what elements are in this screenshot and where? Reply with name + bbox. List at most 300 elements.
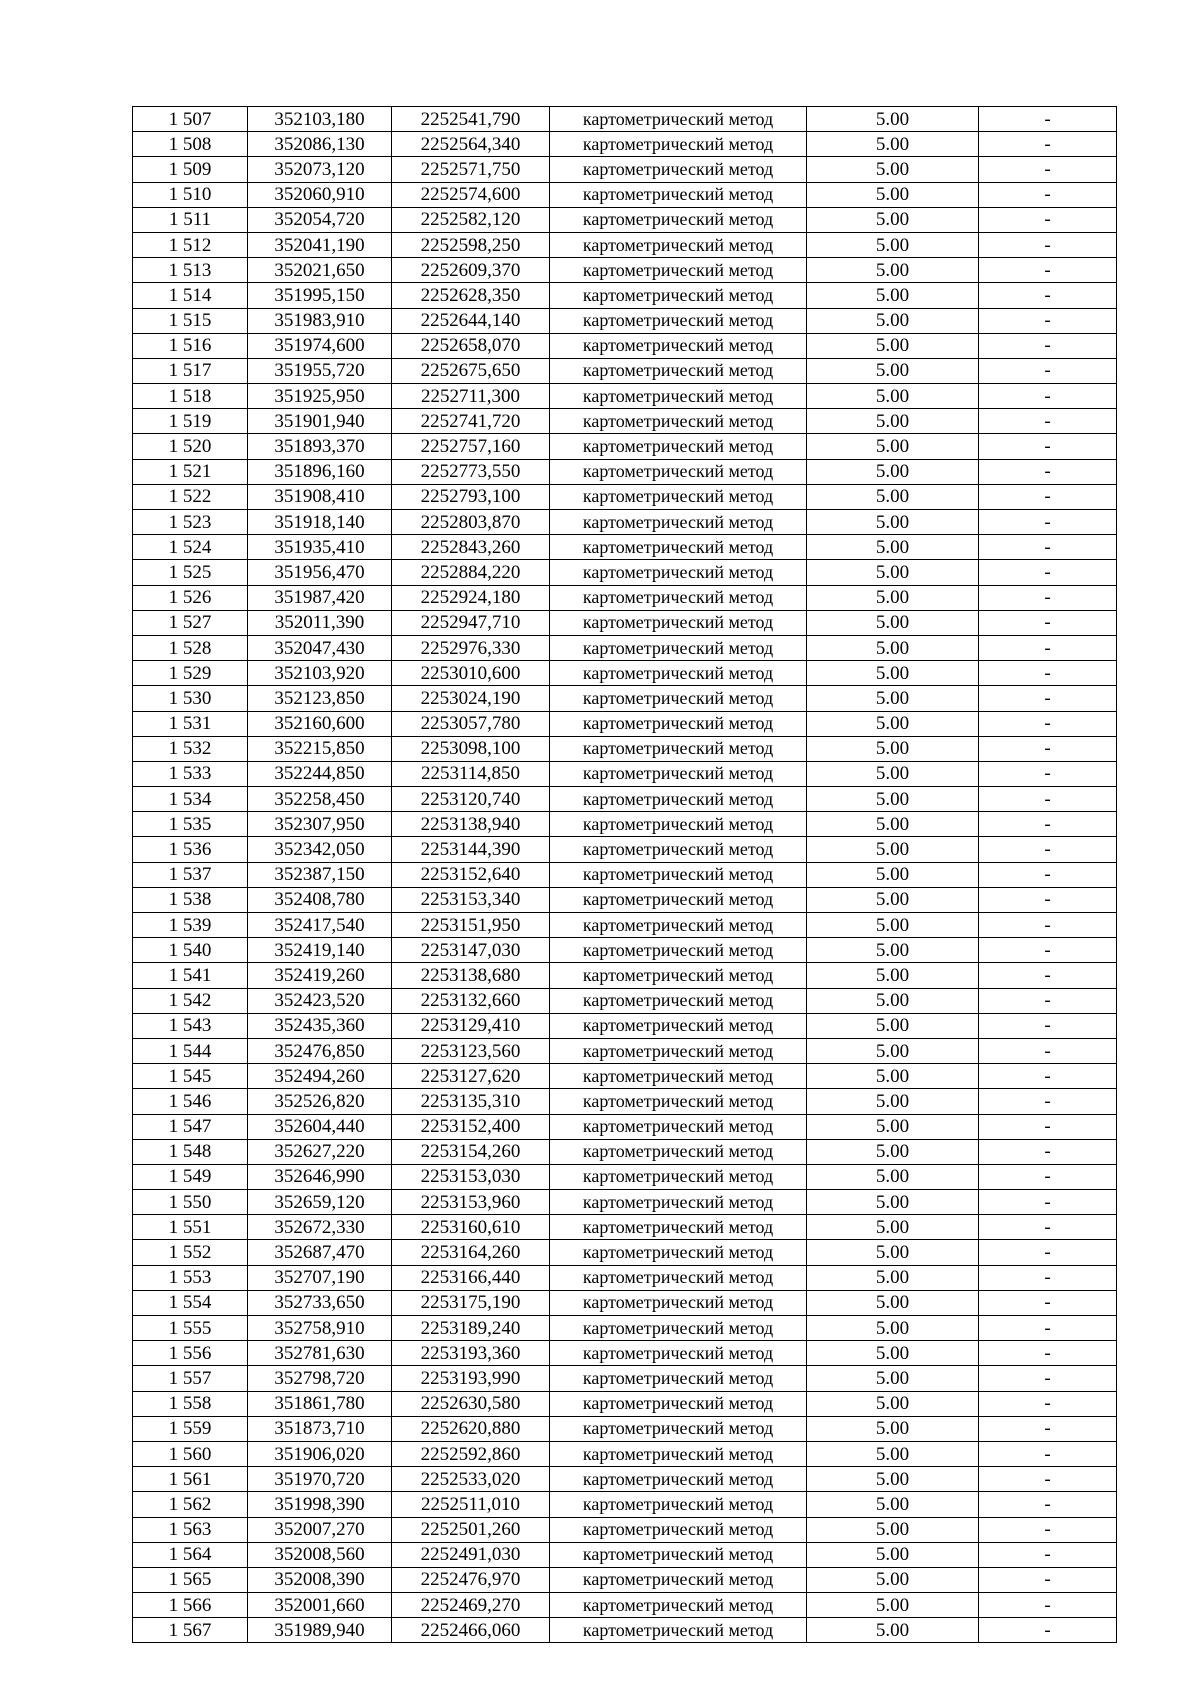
method-cell: картометрический метод	[550, 862, 807, 887]
accuracy-cell: 5.00	[807, 1164, 979, 1189]
point-number-cell: 1 542	[133, 988, 248, 1013]
y-coordinate-cell: 2252466,060	[392, 1618, 550, 1643]
note-cell: -	[979, 1542, 1117, 1567]
y-coordinate-cell: 2253153,960	[392, 1190, 550, 1215]
accuracy-cell: 5.00	[807, 1492, 979, 1517]
x-coordinate-cell: 352435,360	[248, 1013, 392, 1038]
accuracy-cell: 5.00	[807, 1190, 979, 1215]
x-coordinate-cell: 352103,920	[248, 661, 392, 686]
note-cell: -	[979, 1038, 1117, 1063]
accuracy-cell: 5.00	[807, 1391, 979, 1416]
accuracy-cell: 5.00	[807, 1265, 979, 1290]
y-coordinate-cell: 2252582,120	[392, 207, 550, 232]
y-coordinate-cell: 2252491,030	[392, 1542, 550, 1567]
accuracy-cell: 5.00	[807, 409, 979, 434]
y-coordinate-cell: 2252711,300	[392, 384, 550, 409]
accuracy-cell: 5.00	[807, 258, 979, 283]
accuracy-cell: 5.00	[807, 1064, 979, 1089]
method-cell: картометрический метод	[550, 132, 807, 157]
point-number-cell: 1 529	[133, 661, 248, 686]
method-cell: картометрический метод	[550, 157, 807, 182]
y-coordinate-cell: 2253129,410	[392, 1013, 550, 1038]
note-cell: -	[979, 434, 1117, 459]
accuracy-cell: 5.00	[807, 283, 979, 308]
table-row	[133, 988, 1117, 1013]
accuracy-cell: 5.00	[807, 1341, 979, 1366]
y-coordinate-cell: 2253144,390	[392, 837, 550, 862]
method-cell: картометрический метод	[550, 1215, 807, 1240]
method-cell: картометрический метод	[550, 384, 807, 409]
table-row	[133, 1593, 1117, 1618]
table-row	[133, 1139, 1117, 1164]
table-row	[133, 258, 1117, 283]
method-cell: картометрический метод	[550, 1492, 807, 1517]
x-coordinate-cell: 351925,950	[248, 384, 392, 409]
x-coordinate-cell: 351974,600	[248, 333, 392, 358]
method-cell: картометрический метод	[550, 510, 807, 535]
y-coordinate-cell: 2252793,100	[392, 484, 550, 509]
x-coordinate-cell: 352672,330	[248, 1215, 392, 1240]
table-row	[133, 887, 1117, 912]
note-cell: -	[979, 132, 1117, 157]
method-cell: картометрический метод	[550, 661, 807, 686]
table-row	[133, 484, 1117, 509]
method-cell: картометрический метод	[550, 686, 807, 711]
x-coordinate-cell: 352103,180	[248, 107, 392, 132]
point-number-cell: 1 552	[133, 1240, 248, 1265]
method-cell: картометрический метод	[550, 1164, 807, 1189]
method-cell: картометрический метод	[550, 787, 807, 812]
table-row	[133, 182, 1117, 207]
point-number-cell: 1 564	[133, 1542, 248, 1567]
accuracy-cell: 5.00	[807, 711, 979, 736]
y-coordinate-cell: 2253138,680	[392, 963, 550, 988]
accuracy-cell: 5.00	[807, 207, 979, 232]
table-row	[133, 510, 1117, 535]
note-cell: -	[979, 610, 1117, 635]
y-coordinate-cell: 2252609,370	[392, 258, 550, 283]
y-coordinate-cell: 2252598,250	[392, 232, 550, 257]
point-number-cell: 1 537	[133, 862, 248, 887]
point-number-cell: 1 557	[133, 1366, 248, 1391]
note-cell: -	[979, 459, 1117, 484]
table-row	[133, 107, 1117, 132]
accuracy-cell: 5.00	[807, 1013, 979, 1038]
x-coordinate-cell: 351956,470	[248, 560, 392, 585]
y-coordinate-cell: 2252620,880	[392, 1416, 550, 1441]
method-cell: картометрический метод	[550, 1038, 807, 1063]
note-cell: -	[979, 1341, 1117, 1366]
point-number-cell: 1 541	[133, 963, 248, 988]
point-number-cell: 1 507	[133, 107, 248, 132]
table-row	[133, 585, 1117, 610]
table-row	[133, 686, 1117, 711]
table-row	[133, 1517, 1117, 1542]
y-coordinate-cell: 2253098,100	[392, 736, 550, 761]
y-coordinate-cell: 2252924,180	[392, 585, 550, 610]
method-cell: картометрический метод	[550, 1618, 807, 1643]
method-cell: картометрический метод	[550, 1139, 807, 1164]
note-cell: -	[979, 1517, 1117, 1542]
accuracy-cell: 5.00	[807, 384, 979, 409]
method-cell: картометрический метод	[550, 635, 807, 660]
x-coordinate-cell: 352687,470	[248, 1240, 392, 1265]
x-coordinate-cell: 352707,190	[248, 1265, 392, 1290]
table-row	[133, 358, 1117, 383]
y-coordinate-cell: 2252511,010	[392, 1492, 550, 1517]
table-row	[133, 736, 1117, 761]
x-coordinate-cell: 352021,650	[248, 258, 392, 283]
accuracy-cell: 5.00	[807, 1416, 979, 1441]
note-cell: -	[979, 887, 1117, 912]
accuracy-cell: 5.00	[807, 585, 979, 610]
x-coordinate-cell: 352387,150	[248, 862, 392, 887]
y-coordinate-cell: 2252803,870	[392, 510, 550, 535]
note-cell: -	[979, 157, 1117, 182]
x-coordinate-cell: 351873,710	[248, 1416, 392, 1441]
table-row	[133, 1341, 1117, 1366]
accuracy-cell: 5.00	[807, 1618, 979, 1643]
note-cell: -	[979, 409, 1117, 434]
x-coordinate-cell: 351896,160	[248, 459, 392, 484]
table-row	[133, 1391, 1117, 1416]
note-cell: -	[979, 938, 1117, 963]
method-cell: картометрический метод	[550, 1265, 807, 1290]
table-row	[133, 283, 1117, 308]
x-coordinate-cell: 352646,990	[248, 1164, 392, 1189]
point-number-cell: 1 524	[133, 535, 248, 560]
y-coordinate-cell: 2252541,790	[392, 107, 550, 132]
point-number-cell: 1 546	[133, 1089, 248, 1114]
method-cell: картометрический метод	[550, 107, 807, 132]
y-coordinate-cell: 2253147,030	[392, 938, 550, 963]
method-cell: картометрический метод	[550, 1517, 807, 1542]
table-row	[133, 207, 1117, 232]
note-cell: -	[979, 988, 1117, 1013]
x-coordinate-cell: 352054,720	[248, 207, 392, 232]
y-coordinate-cell: 2253152,400	[392, 1114, 550, 1139]
point-number-cell: 1 514	[133, 283, 248, 308]
y-coordinate-cell: 2253123,560	[392, 1038, 550, 1063]
point-number-cell: 1 554	[133, 1290, 248, 1315]
point-number-cell: 1 533	[133, 761, 248, 786]
table-row	[133, 535, 1117, 560]
note-cell: -	[979, 1391, 1117, 1416]
accuracy-cell: 5.00	[807, 1593, 979, 1618]
note-cell: -	[979, 358, 1117, 383]
y-coordinate-cell: 2252976,330	[392, 635, 550, 660]
accuracy-cell: 5.00	[807, 1114, 979, 1139]
point-number-cell: 1 530	[133, 686, 248, 711]
point-number-cell: 1 545	[133, 1064, 248, 1089]
accuracy-cell: 5.00	[807, 1542, 979, 1567]
method-cell: картометрический метод	[550, 1441, 807, 1466]
accuracy-cell: 5.00	[807, 1139, 979, 1164]
y-coordinate-cell: 2252658,070	[392, 333, 550, 358]
point-number-cell: 1 550	[133, 1190, 248, 1215]
method-cell: картометрический метод	[550, 610, 807, 635]
point-number-cell: 1 521	[133, 459, 248, 484]
table-row	[133, 1013, 1117, 1038]
table-row	[133, 333, 1117, 358]
y-coordinate-cell: 2253024,190	[392, 686, 550, 711]
y-coordinate-cell: 2252469,270	[392, 1593, 550, 1618]
note-cell: -	[979, 1593, 1117, 1618]
y-coordinate-cell: 2253160,610	[392, 1215, 550, 1240]
point-number-cell: 1 567	[133, 1618, 248, 1643]
point-number-cell: 1 547	[133, 1114, 248, 1139]
note-cell: -	[979, 107, 1117, 132]
table-row	[133, 409, 1117, 434]
y-coordinate-cell: 2253193,360	[392, 1341, 550, 1366]
accuracy-cell: 5.00	[807, 686, 979, 711]
point-number-cell: 1 563	[133, 1517, 248, 1542]
y-coordinate-cell: 2253166,440	[392, 1265, 550, 1290]
note-cell: -	[979, 1013, 1117, 1038]
point-number-cell: 1 527	[133, 610, 248, 635]
point-number-cell: 1 540	[133, 938, 248, 963]
x-coordinate-cell: 352008,390	[248, 1567, 392, 1592]
point-number-cell: 1 513	[133, 258, 248, 283]
accuracy-cell: 5.00	[807, 535, 979, 560]
note-cell: -	[979, 1139, 1117, 1164]
y-coordinate-cell: 2252564,340	[392, 132, 550, 157]
point-number-cell: 1 515	[133, 308, 248, 333]
note-cell: -	[979, 1316, 1117, 1341]
x-coordinate-cell: 352073,120	[248, 157, 392, 182]
method-cell: картометрический метод	[550, 812, 807, 837]
table-row	[133, 913, 1117, 938]
y-coordinate-cell: 2253057,780	[392, 711, 550, 736]
point-number-cell: 1 543	[133, 1013, 248, 1038]
note-cell: -	[979, 384, 1117, 409]
x-coordinate-cell: 352160,600	[248, 711, 392, 736]
point-number-cell: 1 509	[133, 157, 248, 182]
note-cell: -	[979, 1618, 1117, 1643]
table-row	[133, 1542, 1117, 1567]
y-coordinate-cell: 2252773,550	[392, 459, 550, 484]
x-coordinate-cell: 352123,850	[248, 686, 392, 711]
method-cell: картометрический метод	[550, 560, 807, 585]
accuracy-cell: 5.00	[807, 1038, 979, 1063]
note-cell: -	[979, 510, 1117, 535]
y-coordinate-cell: 2252628,350	[392, 283, 550, 308]
table-row	[133, 232, 1117, 257]
table-row	[133, 1416, 1117, 1441]
coordinates-table-body	[133, 107, 1117, 1643]
y-coordinate-cell: 2252574,600	[392, 182, 550, 207]
table-row	[133, 812, 1117, 837]
y-coordinate-cell: 2253154,260	[392, 1139, 550, 1164]
accuracy-cell: 5.00	[807, 182, 979, 207]
method-cell: картометрический метод	[550, 938, 807, 963]
x-coordinate-cell: 352086,130	[248, 132, 392, 157]
note-cell: -	[979, 913, 1117, 938]
accuracy-cell: 5.00	[807, 1441, 979, 1466]
table-row	[133, 1240, 1117, 1265]
method-cell: картометрический метод	[550, 1593, 807, 1618]
method-cell: картометрический метод	[550, 308, 807, 333]
note-cell: -	[979, 862, 1117, 887]
table-row	[133, 862, 1117, 887]
table-row	[133, 1316, 1117, 1341]
method-cell: картометрический метод	[550, 459, 807, 484]
note-cell: -	[979, 1265, 1117, 1290]
accuracy-cell: 5.00	[807, 132, 979, 157]
x-coordinate-cell: 352758,910	[248, 1316, 392, 1341]
accuracy-cell: 5.00	[807, 459, 979, 484]
note-cell: -	[979, 1190, 1117, 1215]
note-cell: -	[979, 1089, 1117, 1114]
table-row	[133, 1290, 1117, 1315]
accuracy-cell: 5.00	[807, 157, 979, 182]
table-row	[133, 1114, 1117, 1139]
x-coordinate-cell: 352215,850	[248, 736, 392, 761]
x-coordinate-cell: 351955,720	[248, 358, 392, 383]
point-number-cell: 1 519	[133, 409, 248, 434]
note-cell: -	[979, 258, 1117, 283]
method-cell: картометрический метод	[550, 1316, 807, 1341]
method-cell: картометрический метод	[550, 1190, 807, 1215]
accuracy-cell: 5.00	[807, 1240, 979, 1265]
table-row	[133, 787, 1117, 812]
y-coordinate-cell: 2253132,660	[392, 988, 550, 1013]
note-cell: -	[979, 207, 1117, 232]
note-cell: -	[979, 232, 1117, 257]
y-coordinate-cell: 2252644,140	[392, 308, 550, 333]
y-coordinate-cell: 2252630,580	[392, 1391, 550, 1416]
accuracy-cell: 5.00	[807, 887, 979, 912]
point-number-cell: 1 516	[133, 333, 248, 358]
method-cell: картометрический метод	[550, 1542, 807, 1567]
note-cell: -	[979, 711, 1117, 736]
x-coordinate-cell: 352307,950	[248, 812, 392, 837]
table-row	[133, 1265, 1117, 1290]
method-cell: картометрический метод	[550, 1391, 807, 1416]
x-coordinate-cell: 351906,020	[248, 1441, 392, 1466]
x-coordinate-cell: 352798,720	[248, 1366, 392, 1391]
method-cell: картометрический метод	[550, 434, 807, 459]
y-coordinate-cell: 2252571,750	[392, 157, 550, 182]
table-row	[133, 1492, 1117, 1517]
method-cell: картометрический метод	[550, 535, 807, 560]
method-cell: картометрический метод	[550, 1013, 807, 1038]
note-cell: -	[979, 736, 1117, 761]
method-cell: картометрический метод	[550, 1089, 807, 1114]
method-cell: картометрический метод	[550, 409, 807, 434]
accuracy-cell: 5.00	[807, 1290, 979, 1315]
accuracy-cell: 5.00	[807, 913, 979, 938]
accuracy-cell: 5.00	[807, 1215, 979, 1240]
note-cell: -	[979, 1164, 1117, 1189]
point-number-cell: 1 520	[133, 434, 248, 459]
table-row	[133, 963, 1117, 988]
table-row	[133, 1441, 1117, 1466]
point-number-cell: 1 511	[133, 207, 248, 232]
x-coordinate-cell: 352408,780	[248, 887, 392, 912]
x-coordinate-cell: 352419,140	[248, 938, 392, 963]
method-cell: картометрический метод	[550, 258, 807, 283]
point-number-cell: 1 535	[133, 812, 248, 837]
table-row	[133, 1567, 1117, 1592]
point-number-cell: 1 544	[133, 1038, 248, 1063]
accuracy-cell: 5.00	[807, 812, 979, 837]
note-cell: -	[979, 787, 1117, 812]
x-coordinate-cell: 351935,410	[248, 535, 392, 560]
table-row	[133, 1089, 1117, 1114]
x-coordinate-cell: 352659,120	[248, 1190, 392, 1215]
table-row	[133, 434, 1117, 459]
x-coordinate-cell: 352419,260	[248, 963, 392, 988]
x-coordinate-cell: 352041,190	[248, 232, 392, 257]
table-row	[133, 837, 1117, 862]
accuracy-cell: 5.00	[807, 510, 979, 535]
accuracy-cell: 5.00	[807, 736, 979, 761]
x-coordinate-cell: 352604,440	[248, 1114, 392, 1139]
method-cell: картометрический метод	[550, 1290, 807, 1315]
accuracy-cell: 5.00	[807, 1467, 979, 1492]
accuracy-cell: 5.00	[807, 938, 979, 963]
method-cell: картометрический метод	[550, 1567, 807, 1592]
y-coordinate-cell: 2253164,260	[392, 1240, 550, 1265]
x-coordinate-cell: 351989,940	[248, 1618, 392, 1643]
x-coordinate-cell: 352627,220	[248, 1139, 392, 1164]
x-coordinate-cell: 352342,050	[248, 837, 392, 862]
point-number-cell: 1 565	[133, 1567, 248, 1592]
point-number-cell: 1 534	[133, 787, 248, 812]
note-cell: -	[979, 1467, 1117, 1492]
method-cell: картометрический метод	[550, 913, 807, 938]
method-cell: картометрический метод	[550, 585, 807, 610]
note-cell: -	[979, 283, 1117, 308]
point-number-cell: 1 512	[133, 232, 248, 257]
x-coordinate-cell: 351970,720	[248, 1467, 392, 1492]
y-coordinate-cell: 2252757,160	[392, 434, 550, 459]
note-cell: -	[979, 1441, 1117, 1466]
table-row	[133, 1366, 1117, 1391]
y-coordinate-cell: 2253153,030	[392, 1164, 550, 1189]
y-coordinate-cell: 2253175,190	[392, 1290, 550, 1315]
y-coordinate-cell: 2253120,740	[392, 787, 550, 812]
y-coordinate-cell: 2252947,710	[392, 610, 550, 635]
y-coordinate-cell: 2252884,220	[392, 560, 550, 585]
table-row	[133, 1164, 1117, 1189]
point-number-cell: 1 551	[133, 1215, 248, 1240]
point-number-cell: 1 528	[133, 635, 248, 660]
accuracy-cell: 5.00	[807, 1316, 979, 1341]
table-row	[133, 1038, 1117, 1063]
note-cell: -	[979, 308, 1117, 333]
x-coordinate-cell: 351995,150	[248, 283, 392, 308]
note-cell: -	[979, 1215, 1117, 1240]
accuracy-cell: 5.00	[807, 333, 979, 358]
method-cell: картометрический метод	[550, 182, 807, 207]
y-coordinate-cell: 2253127,620	[392, 1064, 550, 1089]
method-cell: картометрический метод	[550, 988, 807, 1013]
method-cell: картометрический метод	[550, 963, 807, 988]
x-coordinate-cell: 352011,390	[248, 610, 392, 635]
point-number-cell: 1 538	[133, 887, 248, 912]
table-row	[133, 132, 1117, 157]
note-cell: -	[979, 1567, 1117, 1592]
y-coordinate-cell: 2253193,990	[392, 1366, 550, 1391]
x-coordinate-cell: 352494,260	[248, 1064, 392, 1089]
point-number-cell: 1 555	[133, 1316, 248, 1341]
method-cell: картометрический метод	[550, 711, 807, 736]
table-row	[133, 635, 1117, 660]
note-cell: -	[979, 333, 1117, 358]
point-number-cell: 1 548	[133, 1139, 248, 1164]
